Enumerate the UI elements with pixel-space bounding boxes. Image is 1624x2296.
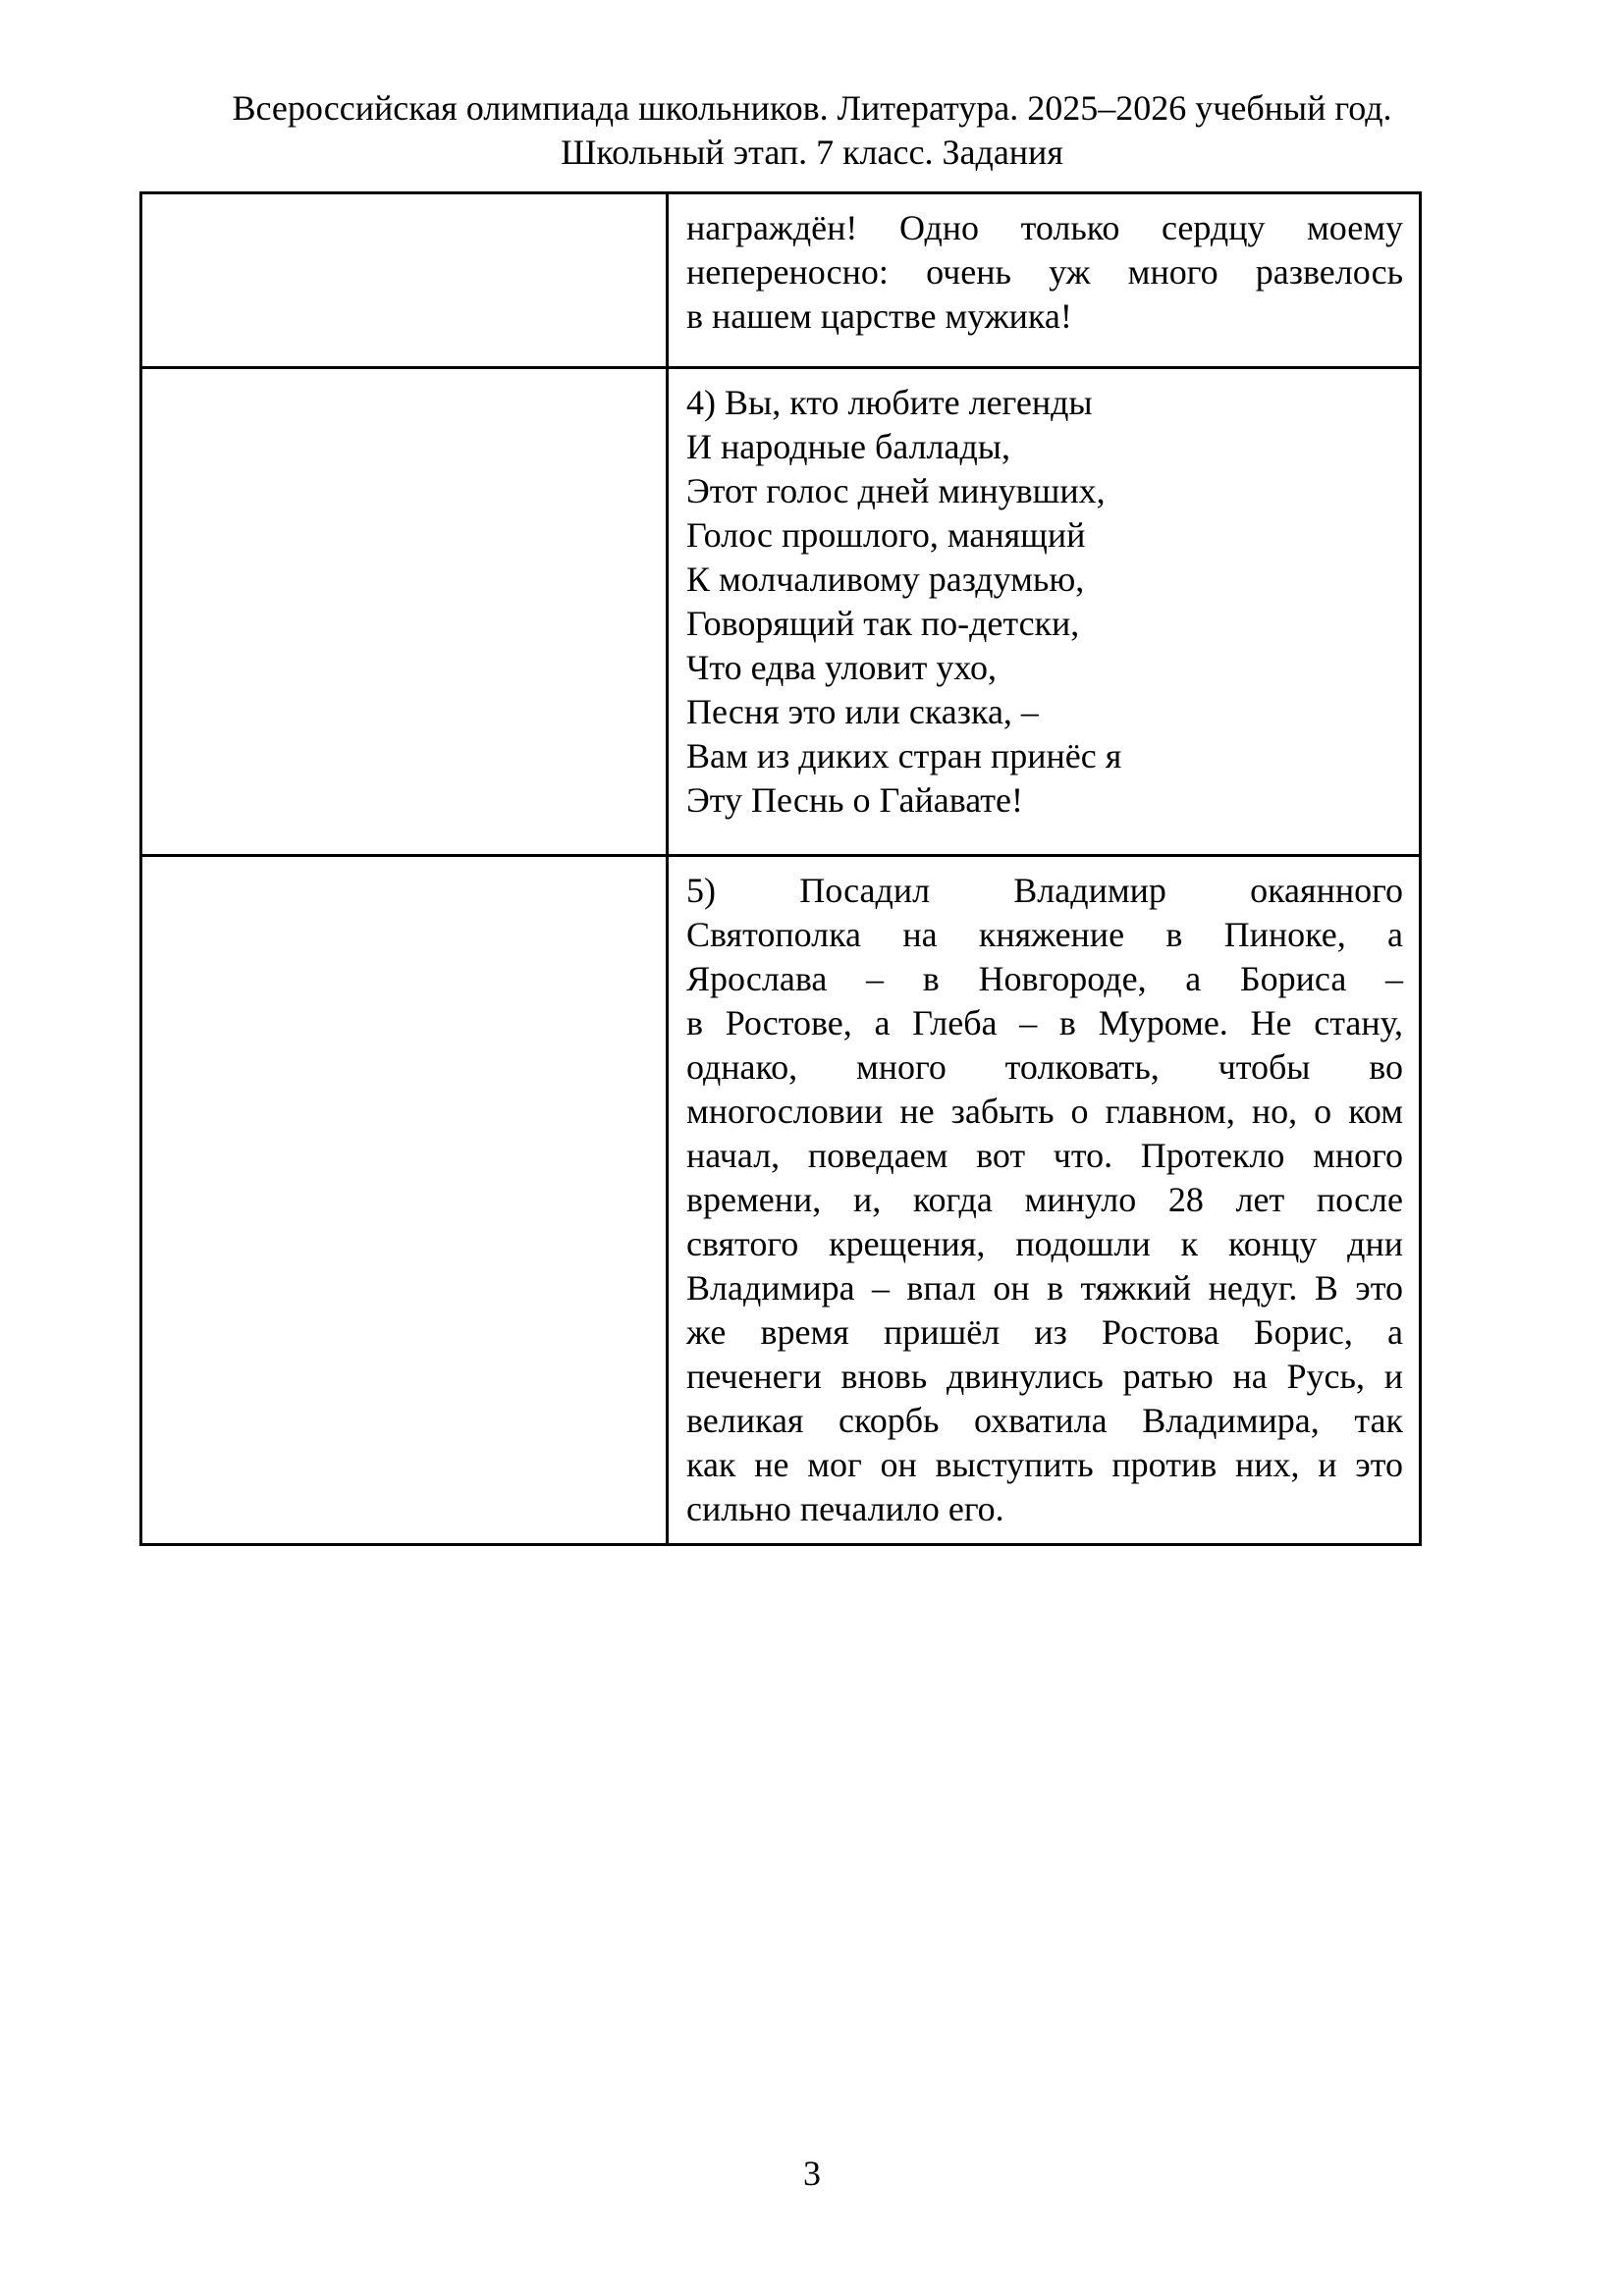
text-line: Песня это или сказка, – <box>686 692 1039 731</box>
text-line: Что едва уловит ухо, <box>686 648 997 687</box>
fragment-text-5 <box>686 869 1403 1531</box>
text-line: Вам из диких стран принёс я <box>686 736 1122 775</box>
table-row <box>141 193 1421 368</box>
header-line-2: Школьный этап. 7 класс. Задания <box>561 133 1063 172</box>
table-cell-left <box>141 856 668 1545</box>
text-line: Эту Песнь о Гайавате! <box>686 780 1023 820</box>
text-line: многословии не забыть о главном, но, о ком <box>686 1092 1403 1131</box>
table-cell-right <box>668 368 1421 856</box>
text-line: времени, и, когда минуло 28 лет после <box>686 1180 1403 1219</box>
text-line: же время пришёл из Ростова Борис, а <box>686 1312 1403 1352</box>
text-line: однако, много толковать, чтобы во <box>686 1047 1403 1087</box>
text-line: в нашем царстве мужика! <box>686 296 1072 336</box>
text-line: 5) Посадил Владимир окаянного <box>686 871 1403 910</box>
table-cell-right <box>668 193 1421 368</box>
text-line: великая скорбь охватила Владимира, так <box>686 1401 1403 1440</box>
text-line: непереносно: очень уж много развелось <box>686 252 1403 292</box>
table-cell-left <box>141 193 668 368</box>
text-line: К молчаливому раздумью, <box>686 560 1085 599</box>
page-header <box>0 86 1624 175</box>
text-line: Святополка на княжение в Пиноке, а <box>686 915 1403 954</box>
text-line: награждён! Одно только сердцу моему <box>686 208 1403 247</box>
text-line: печенеги вновь двинулись ратью на Русь, и <box>686 1357 1403 1396</box>
text-line: святого крещения, подошли к концу дни <box>686 1224 1403 1263</box>
text-line: как не мог он выступить против них, и это <box>686 1445 1403 1484</box>
text-line: Ярослава – в Новгороде, а Бориса – <box>686 959 1403 998</box>
table-row <box>141 368 1421 856</box>
fragment-text-3-continued <box>686 206 1403 339</box>
text-line: И народные баллады, <box>686 427 1010 466</box>
text-line: Голос прошлого, манящий <box>686 515 1086 555</box>
fragments-table <box>139 191 1422 1546</box>
text-line: сильно печалило его. <box>686 1489 1004 1528</box>
text-line: Владимира – впал он в тяжкий недуг. В это <box>686 1268 1403 1308</box>
text-line: 4) Вы, кто любите легенды <box>686 383 1093 422</box>
table-row <box>141 856 1421 1545</box>
table-cell-right <box>668 856 1421 1545</box>
table-cell-left <box>141 368 668 856</box>
text-line: Говорящий так по-детски, <box>686 604 1080 643</box>
page-number: 3 <box>803 2154 821 2193</box>
text-line: Этот голос дней минувших, <box>686 471 1106 510</box>
fragment-text-4-poem <box>686 381 1403 823</box>
header-line-1: Всероссийская олимпиада школьников. Литература. 2025–2026 учебный год. <box>232 88 1392 128</box>
text-line: начал, поведаем вот что. Протекло много <box>686 1136 1403 1175</box>
text-line: в Ростове, а Глеба – в Муроме. Не стану, <box>686 1003 1403 1042</box>
